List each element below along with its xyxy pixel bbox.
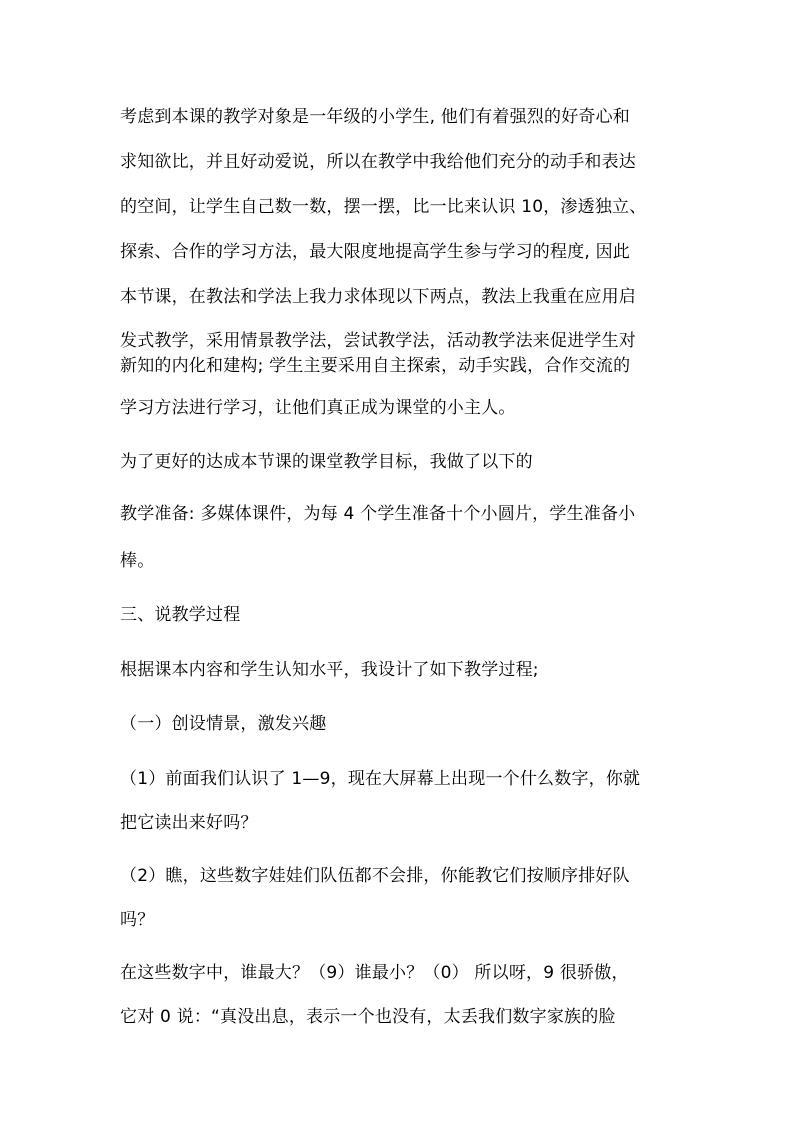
paragraph-line: 吗？ <box>120 910 155 930</box>
paragraph-line: 教学准备: 多媒体课件，为每 4 个学生准备十个小圆片，学生准备小 <box>120 504 636 524</box>
paragraph-line: 求知欲比，并且好动爱说，所以在教学中我给他们充分的动手和表达 <box>120 152 636 172</box>
paragraph-line: 的空间，让学生自己数一数，摆一摆，比一比来认识 10，渗透独立、 <box>120 197 647 217</box>
paragraph-line: （2）瞧，这些数字娃娃们队伍都不会排，你能教它们按顺序排好队 <box>120 866 630 886</box>
paragraph-line: 学习方法进行学习，让他们真正成为课堂的小主人。 <box>120 398 516 418</box>
subsection-heading: （一）创设情景，激发兴趣 <box>120 714 327 734</box>
paragraph-line: 为了更好的达成本节课的课堂教学目标，我做了以下的 <box>120 452 533 472</box>
paragraph-line: 发式教学，采用情景教学法，尝试教学法，活动教学法来促进学生对 <box>120 331 636 351</box>
paragraph-line: 根据课本内容和学生认知水平，我设计了如下教学过程; <box>120 660 539 680</box>
paragraph-line: 新知的内化和建构; 学生主要采用自主探索，动手实践，合作交流的 <box>120 356 631 376</box>
paragraph-line: 它对 0 说：“真没出息，表示一个也没有，太丢我们数字家族的脸 <box>120 1007 616 1027</box>
paragraph-line: 本节课，在教法和学法上我力求体现以下两点，教法上我重在应用启 <box>120 287 636 307</box>
paragraph-line: 探索、合作的学习方法，最大限度地提高学生参与学习的程度, 因此 <box>120 242 631 262</box>
section-heading: 三、说教学过程 <box>120 605 241 625</box>
paragraph-line: 在这些数字中，谁最大？（9）谁最小？（0） 所以呀，9 很骄傲， <box>120 963 629 983</box>
paragraph-line: （1）前面我们认识了 1—9，现在大屏幕上出现一个什么数字，你就 <box>120 769 641 789</box>
paragraph-line: 考虑到本课的教学对象是一年级的小学生, 他们有着强烈的好奇心和 <box>120 107 631 127</box>
paragraph-line: 棒。 <box>120 551 155 571</box>
paragraph-line: 把它读出来好吗？ <box>120 813 258 833</box>
